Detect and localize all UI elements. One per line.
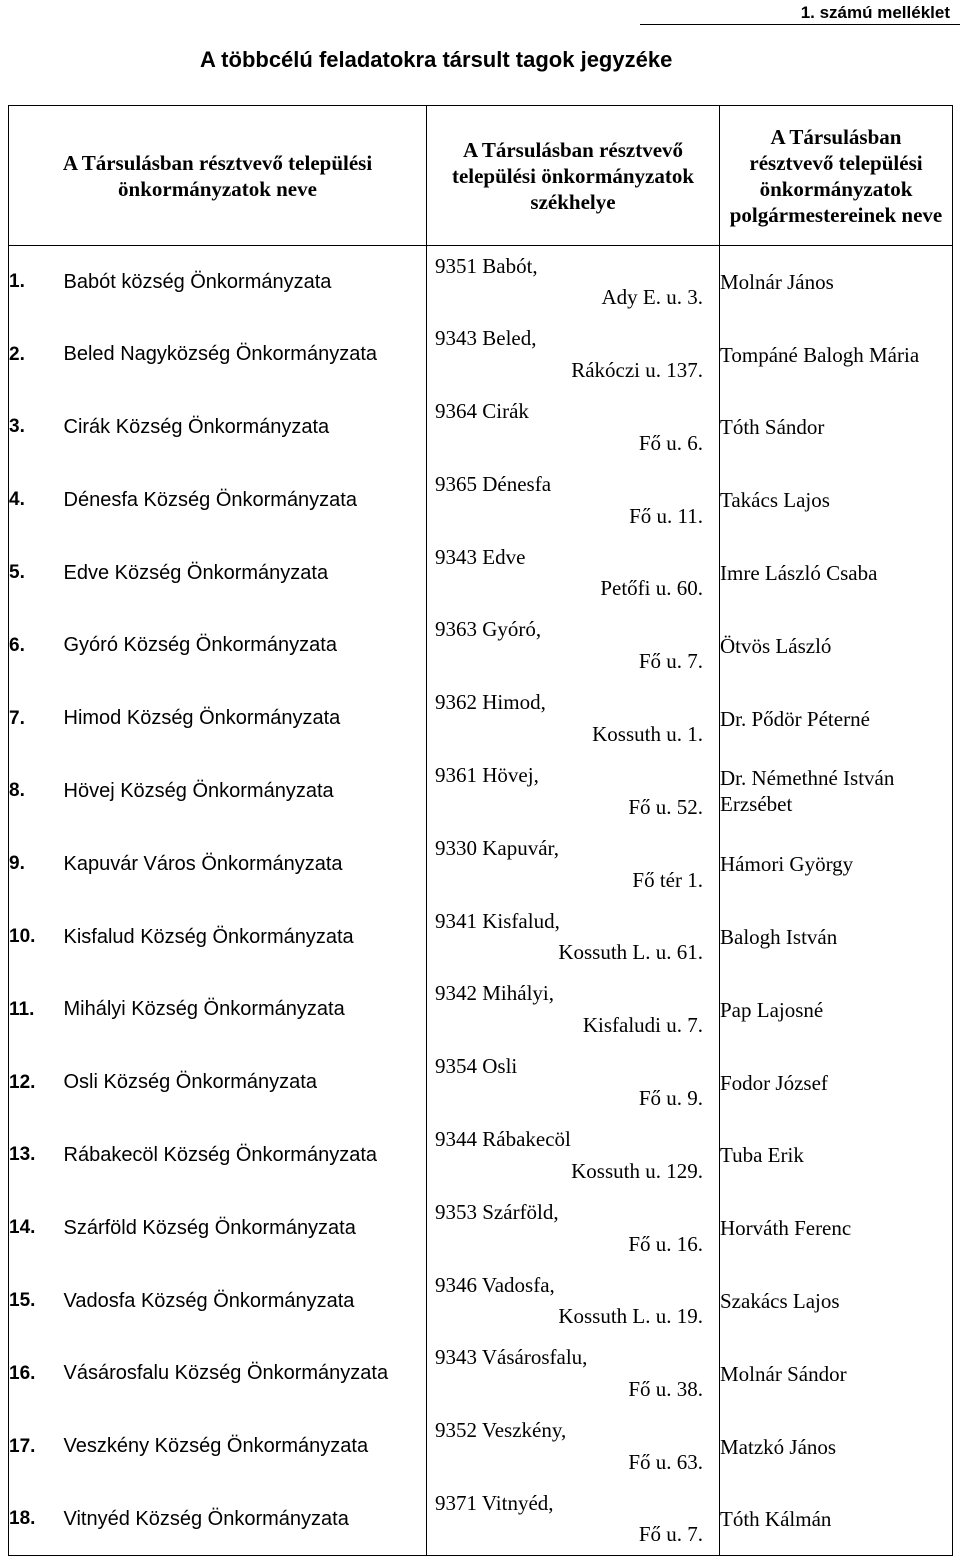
seat-cell [427, 1192, 720, 1265]
table-row [9, 1410, 953, 1483]
seat-cell [427, 1046, 720, 1119]
seat-cell [427, 682, 720, 755]
seat-cell [427, 973, 720, 1046]
seat-street: Fő u. 9. [638, 1086, 703, 1111]
municipality-name: Babót község Önkormányzata [63, 270, 332, 293]
page-title: A többcélú feladatokra társult tagok jegyzéke [200, 47, 673, 72]
table-row [9, 1192, 953, 1265]
mayor-name: Takács Lajos [720, 464, 953, 537]
row-number: 7. [9, 682, 64, 755]
seat-town: 9361 Hövej, [435, 763, 539, 788]
mayor-name: Matzkó János [720, 1410, 953, 1483]
municipality-name: Hövej Község Önkormányzata [63, 779, 334, 802]
row-number: 15. [9, 1265, 64, 1338]
municipality-name: Vitnyéd Község Önkormányzata [64, 1483, 427, 1556]
table-row [9, 901, 953, 974]
mayor-name: Tóth Kálmán [720, 1483, 953, 1556]
seat-street: Rákóczi u. 137. [571, 358, 703, 383]
municipality-name: Rábakecöl Község Önkormányzata [63, 1143, 377, 1166]
mayor-name: Imre László Csaba [720, 537, 953, 610]
seat-cell [427, 1410, 720, 1483]
table-row [9, 464, 953, 537]
row-number: 17. [9, 1410, 64, 1483]
municipality-name: Mihályi Község Önkormányzata [63, 998, 345, 1021]
seat-town: 9362 Himod, [435, 690, 546, 715]
municipality-name: Szárföld Község Önkormányzata [63, 1216, 356, 1239]
seat-cell [427, 537, 720, 610]
seat-cell [427, 1265, 720, 1338]
seat-street: Kossuth L. u. 19. [558, 1304, 703, 1329]
row-number: 11. [9, 973, 64, 1046]
municipality-name: Gyóró Község Önkormányzata [63, 634, 337, 657]
seat-street: Kossuth u. 129. [571, 1158, 703, 1183]
header-seat: A Társulásban résztvevő települési önkormányzatok székhelye [427, 106, 720, 246]
row-number: 5. [9, 537, 64, 610]
table-row [9, 1265, 953, 1338]
mayor-name: Tuba Erik [720, 1119, 953, 1192]
mayor-name: Tompáné Balogh Mária [720, 318, 953, 391]
row-number: 18. [9, 1483, 64, 1556]
header-mayor: A Társulásban résztvevő települési önkormányzatok polgármestereinek neve [720, 106, 953, 246]
seat-town: 9343 Beled, [435, 326, 537, 351]
table-row [9, 318, 953, 391]
seat-cell [427, 755, 720, 828]
seat-cell [427, 464, 720, 537]
seat-cell [427, 246, 720, 319]
municipality-name: Dénesfa Község Önkormányzata [63, 488, 357, 511]
seat-town: 9364 Cirák [435, 399, 529, 424]
row-number: 14. [9, 1192, 64, 1265]
table-row [9, 828, 953, 901]
seat-cell [427, 1337, 720, 1410]
mayor-name: Molnár János [720, 246, 953, 319]
row-number: 3. [9, 391, 64, 464]
seat-town: 9371 Vitnyéd, [435, 1491, 554, 1516]
members-table [8, 105, 953, 1556]
row-number: 4. [9, 464, 64, 537]
seat-street: Kossuth L. u. 61. [558, 940, 703, 965]
municipality-name: Edve Község Önkormányzata [63, 561, 329, 584]
seat-town: 9351 Babót, [435, 254, 538, 278]
municipality-name: Vásárosfalu Község Önkormányzata [63, 1362, 389, 1385]
table-row [9, 755, 953, 828]
mayor-name: Szakács Lajos [720, 1265, 953, 1338]
mayor-name: Dr. Némethné István Erzsébet [720, 755, 953, 828]
row-number: 6. [9, 609, 64, 682]
seat-cell [427, 391, 720, 464]
table-row [9, 1119, 953, 1192]
header-name: A Társulásban résztvevő települési önkormányzatok neve [9, 106, 427, 246]
seat-cell [427, 1119, 720, 1192]
table-row [9, 682, 953, 755]
row-number: 13. [9, 1119, 64, 1192]
seat-street: Fő u. 7. [638, 649, 703, 674]
seat-street: Petőfi u. 60. [600, 576, 703, 601]
seat-town: 9352 Veszkény, [435, 1418, 567, 1443]
table-row [9, 537, 953, 610]
seat-street: Kossuth u. 1. [592, 722, 703, 747]
table-row [9, 1337, 953, 1410]
mayor-name: Tóth Sándor [720, 391, 953, 464]
seat-cell [427, 318, 720, 391]
seat-street: Fő tér 1. [632, 867, 703, 892]
seat-street: Fő u. 7. [638, 1522, 703, 1547]
table-body [9, 246, 953, 1556]
seat-town: 9353 Szárföld, [435, 1199, 559, 1224]
seat-cell [427, 901, 720, 974]
seat-cell [427, 828, 720, 901]
seat-town: 9344 Rábakecöl [435, 1127, 571, 1152]
table-row [9, 1046, 953, 1119]
row-number: 1. [9, 246, 64, 319]
seat-street: Fő u. 16. [628, 1231, 703, 1256]
municipality-name: Cirák Község Önkormányzata [63, 415, 330, 438]
mayor-name: Ötvös László [720, 609, 953, 682]
mayor-name: Horváth Ferenc [720, 1192, 953, 1265]
seat-town: 9363 Gyóró, [435, 617, 542, 642]
table-row [9, 246, 953, 319]
annex-underline [640, 24, 960, 25]
row-number: 10. [9, 901, 64, 974]
seat-street: Fő u. 52. [628, 794, 703, 819]
mayor-name: Molnár Sándor [720, 1337, 953, 1410]
seat-street: Fő u. 6. [638, 430, 703, 455]
seat-town: 9343 Vásárosfalu, [435, 1345, 588, 1370]
mayor-name: Dr. Pődör Péterné [720, 682, 953, 755]
seat-town: 9354 Osli [435, 1054, 518, 1079]
seat-street: Fő u. 11. [629, 503, 703, 528]
seat-street: Fő u. 38. [628, 1377, 703, 1402]
mayor-name: Balogh István [720, 901, 953, 974]
seat-town: 9342 Mihályi, [435, 981, 554, 1006]
row-number: 9. [9, 828, 64, 901]
table-row [9, 391, 953, 464]
seat-town: 9346 Vadosfa, [435, 1272, 555, 1297]
row-number: 2. [9, 318, 64, 391]
municipality-name: Veszkény Község Önkormányzata [63, 1435, 369, 1458]
seat-town: 9341 Kisfalud, [435, 908, 560, 933]
seat-town: 9330 Kapuvár, [435, 835, 559, 860]
municipality-name: Kisfalud Község Önkormányzata [63, 925, 354, 948]
row-number: 8. [9, 755, 64, 828]
municipality-name: Osli Község Önkormányzata [63, 1071, 317, 1094]
mayor-name: Pap Lajosné [720, 973, 953, 1046]
seat-street: Ady E. u. 3. [601, 285, 703, 310]
table-row [9, 973, 953, 1046]
seat-street: Fő u. 63. [628, 1450, 703, 1475]
municipality-name: Vadosfa Község Önkormányzata [63, 1289, 355, 1312]
seat-street: Kisfaludi u. 7. [582, 1013, 703, 1038]
mayor-name: Fodor József [720, 1046, 953, 1119]
row-number: 16. [9, 1337, 64, 1410]
table-row [9, 609, 953, 682]
mayor-name: Hámori György [720, 828, 953, 901]
row-number: 12. [9, 1046, 64, 1119]
seat-town: 9343 Edve [435, 544, 526, 569]
table-row [9, 1483, 953, 1556]
seat-town: 9365 Dénesfa [435, 471, 552, 496]
seat-cell [427, 1483, 720, 1556]
municipality-name: Himod Község Önkormányzata [63, 707, 341, 730]
annex-label: 1. számú melléklet [800, 3, 950, 22]
seat-cell [427, 609, 720, 682]
municipality-name: Beled Nagyközség Önkormányzata [63, 343, 377, 366]
municipality-name: Kapuvár Város Önkormányzata [63, 852, 343, 875]
